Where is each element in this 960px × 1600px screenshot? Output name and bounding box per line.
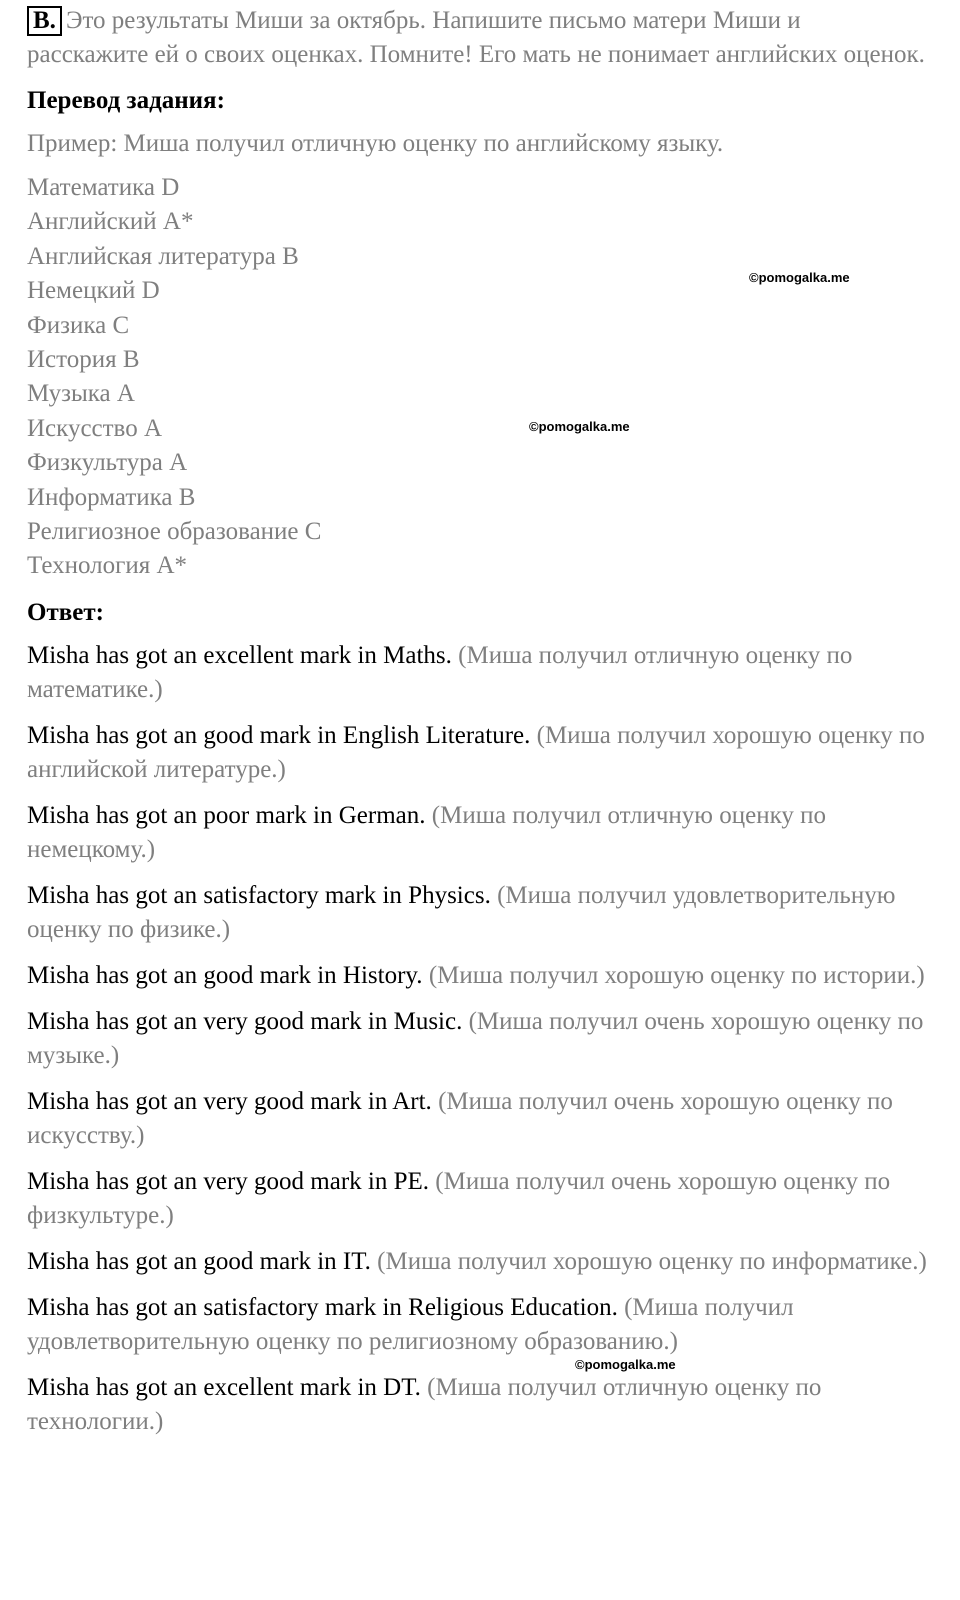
answer-item <box>27 1165 927 1233</box>
watermark: ©pomogalka.me <box>575 1357 676 1372</box>
answer-english: Misha has got an excellent mark in DT. <box>27 1373 421 1401</box>
subject-item: Физика C <box>27 311 130 339</box>
answer-item <box>27 879 927 947</box>
subject-item: Технология A* <box>27 552 188 580</box>
answer-russian: (Миша получил очень хорошую оценку по искусству.) <box>27 1087 893 1149</box>
subject-item: Немецкий D <box>27 277 160 305</box>
answer-russian: (Миша получил хорошую оценку по истории.) <box>428 961 925 989</box>
answer-item <box>27 959 927 993</box>
answer-russian: (Миша получил удовлетворительную оценку по религиозному образованию.) <box>27 1293 794 1355</box>
task-text: Это результаты Миши за октябрь. Напишите письмо матери Миши и расскажите ей о своих оценках. Помните! Его мать не понимает английских оценок. <box>27 7 925 68</box>
answer-russian: (Миша получил хорошую оценку по информатике.) <box>377 1247 927 1275</box>
answer-english: Misha has got an poor mark in German. <box>27 801 426 829</box>
answer-russian: (Миша получил удовлетворительную оценку по физике.) <box>27 881 896 943</box>
answer-russian: (Миша получил отличную оценку по математике.) <box>27 641 853 703</box>
answer-english: Misha has got an satisfactory mark in Physics. <box>27 881 491 909</box>
answer-english: Misha has got an satisfactory mark in Religious Education. <box>27 1293 618 1321</box>
answer-russian: (Миша получил хорошую оценку по английской литературе.) <box>27 721 925 783</box>
answer-russian: (Миша получил очень хорошую оценку по физкультуре.) <box>27 1167 891 1229</box>
answer-list <box>27 639 927 1439</box>
subject-item: Английский A* <box>27 208 194 236</box>
watermark: ©pomogalka.me <box>529 419 630 434</box>
answer-english: Misha has got an good mark in History. <box>27 961 423 989</box>
subject-item: Физкультура A <box>27 449 188 477</box>
answer-english: Misha has got an good mark in English Literature. <box>27 721 531 749</box>
subject-item: Религиозное образование C <box>27 518 322 546</box>
document-page <box>27 4 927 1451</box>
answer-english: Misha has got an excellent mark in Maths. <box>27 641 452 669</box>
subject-item: Английская литература B <box>27 242 299 270</box>
answer-russian: (Миша получил очень хорошую оценку по музыке.) <box>27 1007 924 1069</box>
task-paragraph <box>27 4 927 72</box>
answer-russian: (Миша получил отличную оценку по немецкому.) <box>27 801 826 863</box>
subject-list <box>27 171 927 584</box>
answer-english: Misha has got an good mark in IT. <box>27 1247 371 1275</box>
task-letter-box: B. <box>27 6 62 36</box>
subject-item: Искусство A <box>27 414 162 442</box>
answer-english: Misha has got an very good mark in Art. <box>27 1087 432 1115</box>
subject-item: История B <box>27 346 140 374</box>
answer-item <box>27 1291 927 1359</box>
answer-english: Misha has got an very good mark in PE. <box>27 1167 430 1195</box>
answer-item <box>27 1371 927 1439</box>
answer-russian: (Миша получил отличную оценку по технологии.) <box>27 1373 822 1435</box>
answer-item <box>27 639 927 707</box>
subject-item: Математика D <box>27 174 180 201</box>
answer-item <box>27 799 927 867</box>
answer-item <box>27 1245 927 1279</box>
subject-item: Музыка A <box>27 380 135 408</box>
answer-heading: Ответ: <box>27 598 104 626</box>
answer-item <box>27 1085 927 1153</box>
answer-english: Misha has got an very good mark in Music. <box>27 1007 463 1035</box>
answer-item <box>27 719 927 787</box>
watermark: ©pomogalka.me <box>749 270 850 285</box>
answer-item <box>27 1005 927 1073</box>
subject-item: Информатика B <box>27 483 196 511</box>
translation-heading: Перевод задания: <box>27 87 225 114</box>
example-text: Пример: Миша получил отличную оценку по английскому языку. <box>27 130 724 157</box>
